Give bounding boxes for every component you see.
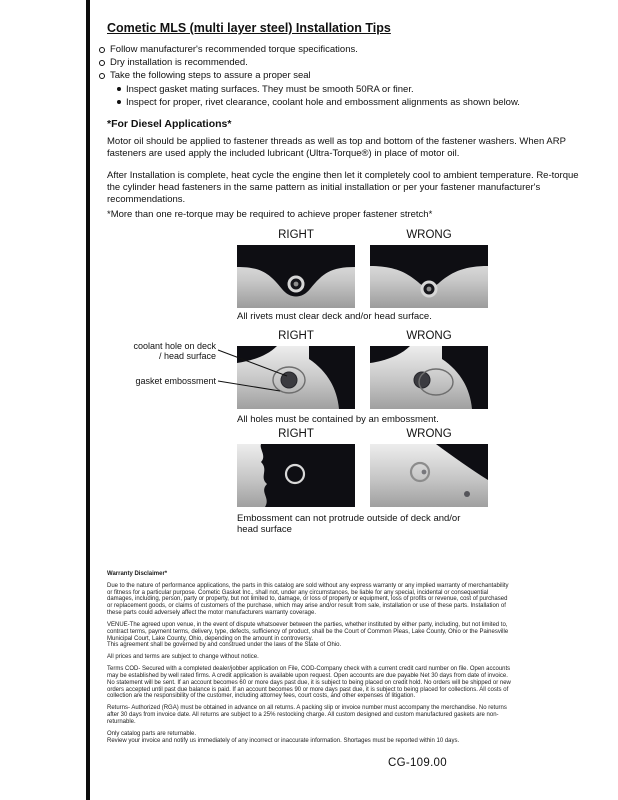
warranty-prices-text: All prices and terms are subject to change without notice. <box>107 654 259 661</box>
dot-bullet-icon <box>117 87 121 91</box>
right-header: RIGHT <box>278 428 314 440</box>
diesel-paragraph-motor-oil: Motor oil should be applied to fastener threads as well as top and bottom of the fastener washers. When ARP fasteners are used apply the included lubricant (Ultra-Torque®) in place of motor oil. <box>107 136 566 159</box>
warranty-returnable-text: Only catalog parts are returnable. <box>107 730 197 737</box>
embossment-protrusion-wrong-image <box>370 444 488 507</box>
left-border-rule <box>86 0 90 800</box>
list-item <box>99 44 599 55</box>
page-title: Cometic MLS (multi layer steel) Installation Tips <box>107 21 391 35</box>
catalog-page-code: CG-109.00 <box>388 757 447 769</box>
coolant-hole-label: coolant hole on deck / head surface <box>133 341 216 362</box>
tip-text: Follow manufacturer's recommended torque specifications. <box>110 44 358 55</box>
wrong-header: WRONG <box>406 428 452 440</box>
warranty-heading: Warranty Disclaimer* <box>107 571 168 577</box>
rivet-caption: All rivets must clear deck and/or head surface. <box>237 311 432 322</box>
list-item <box>117 97 599 108</box>
circle-bullet-icon <box>99 47 105 53</box>
tip-text: Dry installation is recommended. <box>110 57 248 69</box>
diesel-applications-heading: *For Diesel Applications* <box>107 118 232 130</box>
warranty-terms-text: Terms COD- Secured with a completed dealer/jobber application on File, COD-Company check with a current credit card number on file. Open accounts may be established by well rated firms. A credit application is available upon request. Open accounts are due payable Net 30 days from date of invoice. No statement will be sent. If an account becomes 60 or more days past due, it is subject to being placed on credit hold. No orders will be shipped or new orders accepted until past due balance is paid. If an account becomes 90 or more days past due, it is subject to being placed for collections. All costs of collection are the responsibility of the customer, including attorney fees, court costs, and other expenses of litigation. <box>107 666 511 700</box>
circle-bullet-icon <box>99 60 105 66</box>
warranty-review-text: Review your invoice and notify us immediately of any incorrect or inaccurate information. Shortages must be reported within 10 days. <box>107 737 460 744</box>
hole-caption: All holes must be contained by an embossment. <box>237 414 439 425</box>
installation-tips-list <box>99 44 599 108</box>
list-item <box>117 84 599 95</box>
subtip-text: Inspect for proper, rivet clearance, coolant hole and embossment alignments as shown below. <box>126 96 520 108</box>
gasket-embossment-label: gasket embossment <box>135 376 216 386</box>
rivet-clearance-wrong-image <box>370 245 488 308</box>
right-header: RIGHT <box>278 229 314 241</box>
embossment-protrusion-right-image <box>237 444 355 507</box>
embossment-containment-wrong-image <box>370 346 488 409</box>
embossment-containment-right-image <box>237 346 355 409</box>
retorque-note: *More than one re-torque may be required to achieve proper fastener stretch* <box>107 209 433 220</box>
wrong-header: WRONG <box>406 229 452 241</box>
rivet-clearance-right-image <box>237 245 355 308</box>
dot-bullet-icon <box>117 100 121 104</box>
warranty-venue-text: VENUE-The agreed upon venue, in the event of dispute whatsoever between the parties, whether instituted by either party, including, but not limited to, contract terms, payment terms, delivery, type, defects, sufficiency of product, shall be the Court of Common Pleas, Lake County, Ohio or the Painesville Municipal Court, Lake County, Ohio, depending on the amount in controversy. <box>107 621 509 642</box>
subtip-text: Inspect gasket mating surfaces. They must be smooth 50RA or finer. <box>126 83 414 95</box>
circle-bullet-icon <box>99 73 105 79</box>
warranty-returns-text: Returns- Authorized (RGA) must be obtained in advance on all returns. A packing slip or invoice number must accompany the merchandise. No returns after 30 days from invoice date. All returns are subject to a 25% restocking charge. All custom designed and custom manufactured gaskets are non-returnable. <box>107 705 507 725</box>
wrong-header: WRONG <box>406 330 452 342</box>
warranty-disclaimer-section <box>107 571 513 749</box>
warranty-governing-text: This agreement shall be governed by and construed under the laws of the State of Ohio. <box>107 642 342 649</box>
tip-text: Take the following steps to assure a proper seal <box>110 70 311 82</box>
right-header: RIGHT <box>278 330 314 342</box>
embossment-caption: Embossment can not protrude outside of deck and/or head surface <box>237 513 461 536</box>
diesel-paragraph-heat-cycle: After Installation is complete, heat cycle the engine then let it completely cool to ambient temperature. Re-torque the cylinder head fasteners in the same pattern as initial installation or per your fastener manufacturer's recommendations. <box>107 170 579 205</box>
list-item <box>99 70 599 81</box>
list-item <box>99 57 599 68</box>
warranty-liability-text: Due to the nature of performance applications, the parts in this catalog are sold without any express warranty or any implied warranty of merchantability or fitness for a particular purpose. Cometic Gasket Inc., shall not, under any circumstances, be liable for any special, incidental or consequential damages, including, person, party or property, but not limited to, damage, or loss of property or equipment, loss of profits or revenue, cost of purchased or replacement goods, or claims of customers of the purchase, which may arise and/or result from sale, installation or use of these parts. Installation of these parts could adversely affect the motor manufacturers warranty coverage. <box>107 582 509 617</box>
